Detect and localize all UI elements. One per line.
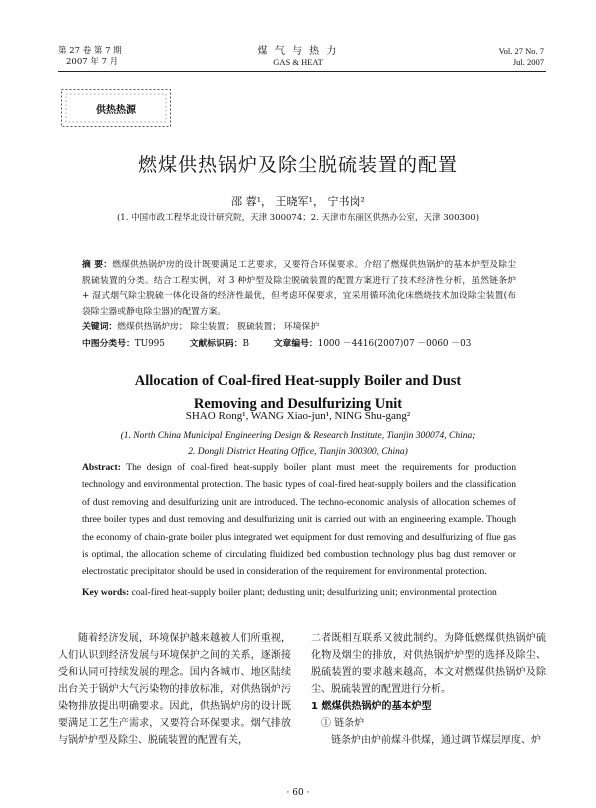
abstract-cn bbox=[82, 258, 516, 320]
journal-date: 2007 年 7 月 bbox=[66, 57, 119, 67]
affiliation-en bbox=[0, 428, 596, 460]
title-cn: 燃煤供热锅炉及除尘脱硫装置的配置 bbox=[137, 154, 458, 176]
title-en-line2: Removing and Desulfurizing Unit bbox=[193, 396, 403, 412]
keywords-en-text: coal-fired heat-supply boiler plant; dedusting unit; desulfurizing unit; environmental protection bbox=[131, 587, 497, 598]
affiliation-en-line1: (1. North China Municipal Engineering Design & Research Institute, Tianjin 300074, China; bbox=[120, 431, 476, 441]
section-badge-label: 供热热源 bbox=[96, 105, 136, 116]
journal-volume-en: Vol. 27 No. 7 bbox=[498, 46, 544, 56]
header-right bbox=[499, 46, 544, 68]
body-column-left bbox=[58, 630, 291, 749]
journal-volume: 第 27 卷 第 7 期 bbox=[58, 46, 122, 56]
abstract-cn-text: 燃煤供热锅炉房的设计既要满足工艺要求，又要符合环保要求。介绍了燃煤供热锅炉的基本炉型及除尘脱硫装置的分类。结合工程实例，对 3 种炉型及除尘脱硫装置的配置方案进行了技术经济性分析，虽然链条炉 + 湿式烟气除尘脱硫一体化设备的经济性最优，但考虑环保要求，宜采用循环流化床燃烧技术加设除尘装置(布袋除尘器或静电除尘器)的配置方案。 bbox=[82, 260, 516, 317]
page-number: · 60 · bbox=[286, 788, 310, 798]
title-en-line1: Allocation of Coal-fired Heat-supply Boiler and Dust bbox=[134, 373, 462, 389]
journal-name-en: GAS & HEAT bbox=[273, 57, 323, 67]
body-right-para: 二者既相互联系又彼此制约。为降低燃煤供热锅炉硫化物及烟尘的排放，对供热锅炉炉型的选择及除尘、脱硫装置的要求越来越高，本文对燃煤供热锅炉及除尘、脱硫装置的配置进行分析。 bbox=[311, 633, 546, 695]
classification-line bbox=[82, 337, 516, 353]
article-no-label: 文章编号： bbox=[273, 339, 318, 349]
body-column-right bbox=[311, 630, 546, 749]
header-rule bbox=[58, 71, 546, 72]
keywords-cn bbox=[82, 320, 516, 336]
abstract-en-text: The design of coal-fired heat-supply boiler plant must meet the requirements for production technology and environmental protection. The basic types of coal-fired heat-supply boilers and the classification of dust removing and desulfurizing unit are introduced. The techno-economic analysis of allocation schemes of three boiler types and dust removing and desulfurizing unit is carried out with an engineering example. Though the economy of chain-grate boiler plus integrated wet equipment for dust removing and desulfurizing of flue gas is optimal, the allocation scheme of circulating fluidized bed combustion technology plus bag dust remover or electrostatic precipitator should be used in consideration of the requirement for environmental protection. bbox=[82, 462, 516, 578]
keywords-cn-text: 燃煤供热锅炉房； 除尘装置； 脱硫装置； 环境保护 bbox=[117, 322, 320, 332]
affiliation-en-line2: 2. Dongli District Heating Office, Tianjin 300300, China) bbox=[188, 447, 408, 457]
article-no-value: 1000 －4416(2007)07 －0060 －03 bbox=[317, 339, 472, 349]
section-1-heading: 1 燃煤供热锅炉的基本炉型 bbox=[311, 701, 432, 712]
abstract-en bbox=[82, 459, 516, 581]
section-badge bbox=[60, 88, 172, 128]
keywords-cn-label: 关键词： bbox=[82, 322, 118, 332]
body-left-text: 随着经济发展，环境保护越来越被人们所重视，人们认识到经济发展与环境保护之间的关系，逐渐接受和认同可持续发展的理念。国内各城市、地区陆续出台关于锅炉大气污染物的排放标准，对供热锅炉污染物排放提出明确要求。因此，供热锅炉房的设计既要满足工艺生产需求，又要符合环保要求。烟气排放与锅炉炉型及除尘、脱硫装置的配置有关， bbox=[58, 633, 291, 746]
clc-value: TU995 bbox=[134, 339, 165, 349]
body-right-last: 链条炉由炉前煤斗供煤，通过调节煤层厚度、炉 bbox=[331, 735, 541, 746]
doc-code-value: B bbox=[242, 339, 249, 349]
authors-en: SHAO Rong¹, WANG Xiao-jun¹, NING Shu-gang² bbox=[185, 410, 411, 422]
authors-cn: 邵 蓉¹， 王晓军¹， 宁书岗² bbox=[231, 195, 365, 208]
subsection-1-heading: ① 链条炉 bbox=[321, 718, 365, 729]
abstract-cn-label: 摘 要： bbox=[82, 260, 113, 270]
doc-code-label: 文献标识码： bbox=[189, 339, 243, 349]
keywords-en bbox=[82, 584, 516, 601]
affiliation-cn: (1. 中国市政工程华北设计研究院，天津 300074；2. 天津市东丽区供热办公室，天津 300300) bbox=[116, 213, 480, 223]
journal-name-cn: 煤 气 与 热 力 bbox=[257, 46, 339, 57]
clc-label: 中图分类号： bbox=[82, 339, 135, 349]
keywords-en-label: Key words: bbox=[82, 587, 130, 598]
journal-date-en: Jul. 2007 bbox=[512, 57, 544, 67]
abstract-en-label: Abstract: bbox=[82, 462, 121, 473]
